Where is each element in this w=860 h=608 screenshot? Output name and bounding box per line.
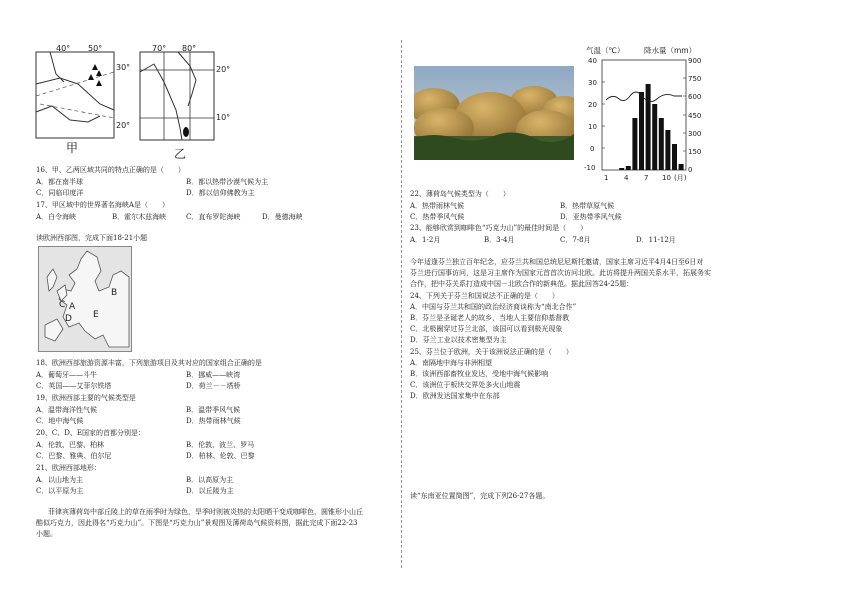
q20-option-b: B．伦敦、波兰、罗马 — [186, 441, 255, 449]
q16-option-d: D．都以信仰佛教为主 — [186, 189, 255, 197]
temp-axis-title: 气温（℃） — [586, 46, 625, 55]
map-yi-lon-1: 70° — [152, 44, 167, 53]
precip-tick-900: 900 — [688, 57, 702, 65]
europe-label-d: D — [65, 314, 72, 324]
q21-option-c: C．以平原为主 — [36, 487, 84, 495]
precip-tick-750: 750 — [688, 75, 702, 83]
europe-label-a: A — [69, 302, 76, 312]
q19-stem: 19、欧洲西部主要的气候类型是 — [36, 394, 136, 402]
q25-stem: 25、芬兰位于欧洲，关于该洲说法正确的是（ ） — [410, 348, 573, 356]
precip-tick-300: 300 — [688, 130, 702, 138]
europe-label-b: B — [111, 288, 118, 298]
precip-axis-title: 降水量（mm） — [644, 46, 697, 55]
q17-option-c: C．直布罗陀海峡 — [186, 213, 241, 221]
temp-tick-40: 40 — [588, 57, 597, 65]
q24-stem: 24、下列关于芬兰和国说法不正确的是（ ） — [410, 292, 559, 300]
q16-stem: 16、甲、乙两区域共同的特点正确的是（ ） — [36, 166, 185, 174]
q22-option-b: B．热带草原气候 — [560, 202, 615, 210]
precip-tick-450: 450 — [688, 112, 702, 120]
q17-option-b: B．霍尔木兹海峡 — [112, 213, 167, 221]
precip-bar — [639, 92, 644, 170]
q19-option-a: A．温带海洋性气候 — [36, 406, 98, 414]
q25-option-b: B．该洲西部畜牧业发达，受地中海气候影响 — [410, 370, 549, 378]
temp-tick-neg10: -10 — [584, 164, 596, 172]
passage-24-25-line-2: 芬兰进行国事访问，这是习主席作为国家元首首次访问北欧。此访将提升两国关系水平，拓展务实 — [410, 269, 711, 277]
q19-option-b: B．温带季风气候 — [186, 406, 241, 414]
precip-tick-0: 0 — [688, 166, 693, 174]
q19-option-d: D．热带雨林气候 — [186, 417, 241, 425]
temp-tick-0: 0 — [590, 145, 595, 153]
q18-option-d: D．荷兰－－塔桥 — [186, 382, 241, 390]
x-tick-1: 1 — [604, 174, 609, 182]
q25-option-d: D．欧洲发达国家集中在东部 — [410, 392, 500, 400]
q25-option-c: C．该洲位于板块交界处多火山地震 — [410, 381, 521, 389]
map-yi-caption: 乙 — [174, 147, 187, 161]
precip-tick-600: 600 — [688, 93, 702, 101]
q23-option-b: B．3-4月 — [484, 236, 515, 244]
q16-option-b: B．都以热带沙漠气候为主 — [186, 178, 269, 186]
q21-option-d: D．以丘陵为主 — [186, 487, 234, 495]
q18-stem: 18、欧洲西部旅游资源丰富，下列旅游项目及其对应的国家组合正确的是 — [36, 359, 262, 367]
map-yi-lon-2: 80° — [182, 44, 197, 53]
q20-option-c: C．巴黎、雅典、伯尔尼 — [36, 452, 112, 460]
passage-22-23-line-1: 菲律宾薄荷岛中部丘陵上的草在雨季时为绿色，旱季时则被炎热的太阳晒干变成咖啡色，圆锥形小山丘 — [48, 508, 363, 516]
map-jia-caption: 甲 — [66, 141, 79, 155]
precip-bar — [659, 118, 664, 170]
europe-label-c: C — [59, 300, 66, 310]
q22-option-a: A．热带雨林气候 — [410, 202, 465, 210]
column-divider — [401, 40, 402, 568]
precip-bar — [672, 144, 677, 170]
q24-option-c: C．北极圈穿过芬兰北部，该国可以看到极光现象 — [410, 325, 563, 333]
q23-option-d: D．11-12月 — [636, 236, 676, 244]
q22-option-d: D．亚热带季风气候 — [560, 213, 622, 221]
map-yi-lat-2: 10° — [216, 113, 231, 122]
precip-tick-150: 150 — [688, 148, 702, 156]
q23-option-c: C．7-8月 — [560, 236, 591, 244]
q20-stem: 20、C、D、E国家的首都分别是： — [36, 429, 145, 437]
temp-tick-30: 30 — [588, 79, 597, 87]
temp-tick-10: 10 — [588, 123, 597, 131]
q18-option-a: A．葡萄牙——斗牛 — [36, 371, 98, 379]
passage-22-23-line-2: 酷似巧克力，因此得名“巧克力山”。下图是“巧克力山”景观图及薄荷岛气候资料图，据此完成下面22-23 — [36, 519, 358, 527]
temp-tick-20: 20 — [588, 101, 597, 109]
precip-bar — [626, 166, 631, 170]
precip-bar — [652, 104, 657, 170]
q18-option-b: B．挪威——峡湾 — [186, 371, 241, 379]
map-yi — [134, 44, 238, 162]
precip-bar — [665, 130, 670, 170]
map-jia-lat-2: 20° — [116, 121, 131, 130]
q25-option-a: A．南隔地中海与非洲相望 — [410, 359, 493, 367]
passage-22-23-line-3: 小题。 — [36, 530, 57, 538]
europe-map — [38, 246, 132, 352]
intro-26-27: 读“东南亚位置简图”，完成下列26-27各题。 — [410, 492, 550, 500]
q24-option-a: A．中国与芬兰共和国的政治经济商谈称为“南北合作” — [410, 303, 577, 311]
map-jia-lon-2: 50° — [88, 44, 103, 53]
climate-chart — [584, 44, 718, 188]
q21-option-b: B．以高原为主 — [186, 476, 234, 484]
intro-18-21: 读欧洲西部图，完成下面18-21小题 — [36, 234, 148, 242]
europe-label-e: E — [93, 310, 99, 320]
x-tick-unit: (月) — [674, 174, 687, 182]
q17-stem: 17、甲区域中的世界著名海峡A是（ ） — [36, 201, 169, 209]
q20-option-d: D．柏林、伦敦、巴黎 — [186, 452, 255, 460]
q19-option-c: C．地中海气候 — [36, 417, 84, 425]
q21-option-a: A．以山地为主 — [36, 476, 84, 484]
precip-bar — [619, 168, 624, 170]
map-jia-lat-1: 30° — [116, 63, 131, 72]
q23-stem: 23、能够欣赏到咖啡色“巧克力山”的最佳时间是（ ） — [410, 224, 588, 232]
q22-stem: 22、薄荷岛气候类型为（ ） — [410, 190, 510, 198]
q24-option-b: B．芬兰是圣诞老人的故乡，当地人主要信仰基督教 — [410, 314, 570, 322]
precip-bar — [646, 84, 651, 170]
x-tick-4: 4 — [624, 174, 629, 182]
passage-24-25-line-1: 今年适逢芬兰独立百年纪念，应芬兰共和国总统尼尼斯托邀请，国家主席习近平4月4日至6日对 — [410, 258, 704, 266]
q17-option-a: A．白令海峡 — [36, 213, 77, 221]
q20-option-a: A．伦敦、巴黎、柏林 — [36, 441, 105, 449]
q24-option-d: D．芬兰工业以技术密集型为主 — [410, 336, 507, 344]
map-jia-lon-1: 40° — [56, 44, 71, 53]
chocolate-hills-photo — [414, 66, 574, 160]
precip-bar — [632, 118, 637, 170]
map-jia — [30, 44, 134, 156]
precip-bar — [679, 164, 684, 170]
q16-option-a: A．都在南半球 — [36, 178, 84, 186]
map-yi-lat-1: 20° — [216, 65, 231, 74]
x-tick-10: 10 — [662, 174, 671, 182]
q17-option-d: D．曼德海峡 — [262, 213, 303, 221]
q21-stem: 21、欧洲西部地形： — [36, 464, 101, 472]
x-tick-7: 7 — [644, 174, 649, 182]
q18-option-c: C．英国——艾菲尔铁塔 — [36, 382, 112, 390]
q16-option-c: C．同临印度洋 — [36, 189, 84, 197]
q23-option-a: A．1-2月 — [410, 236, 441, 244]
passage-24-25-line-3: 合作，把中芬关系打造成中国－北欧合作的新典范。据此回答24-25题： — [410, 280, 634, 288]
q22-option-c: C．热带季风气候 — [410, 213, 465, 221]
